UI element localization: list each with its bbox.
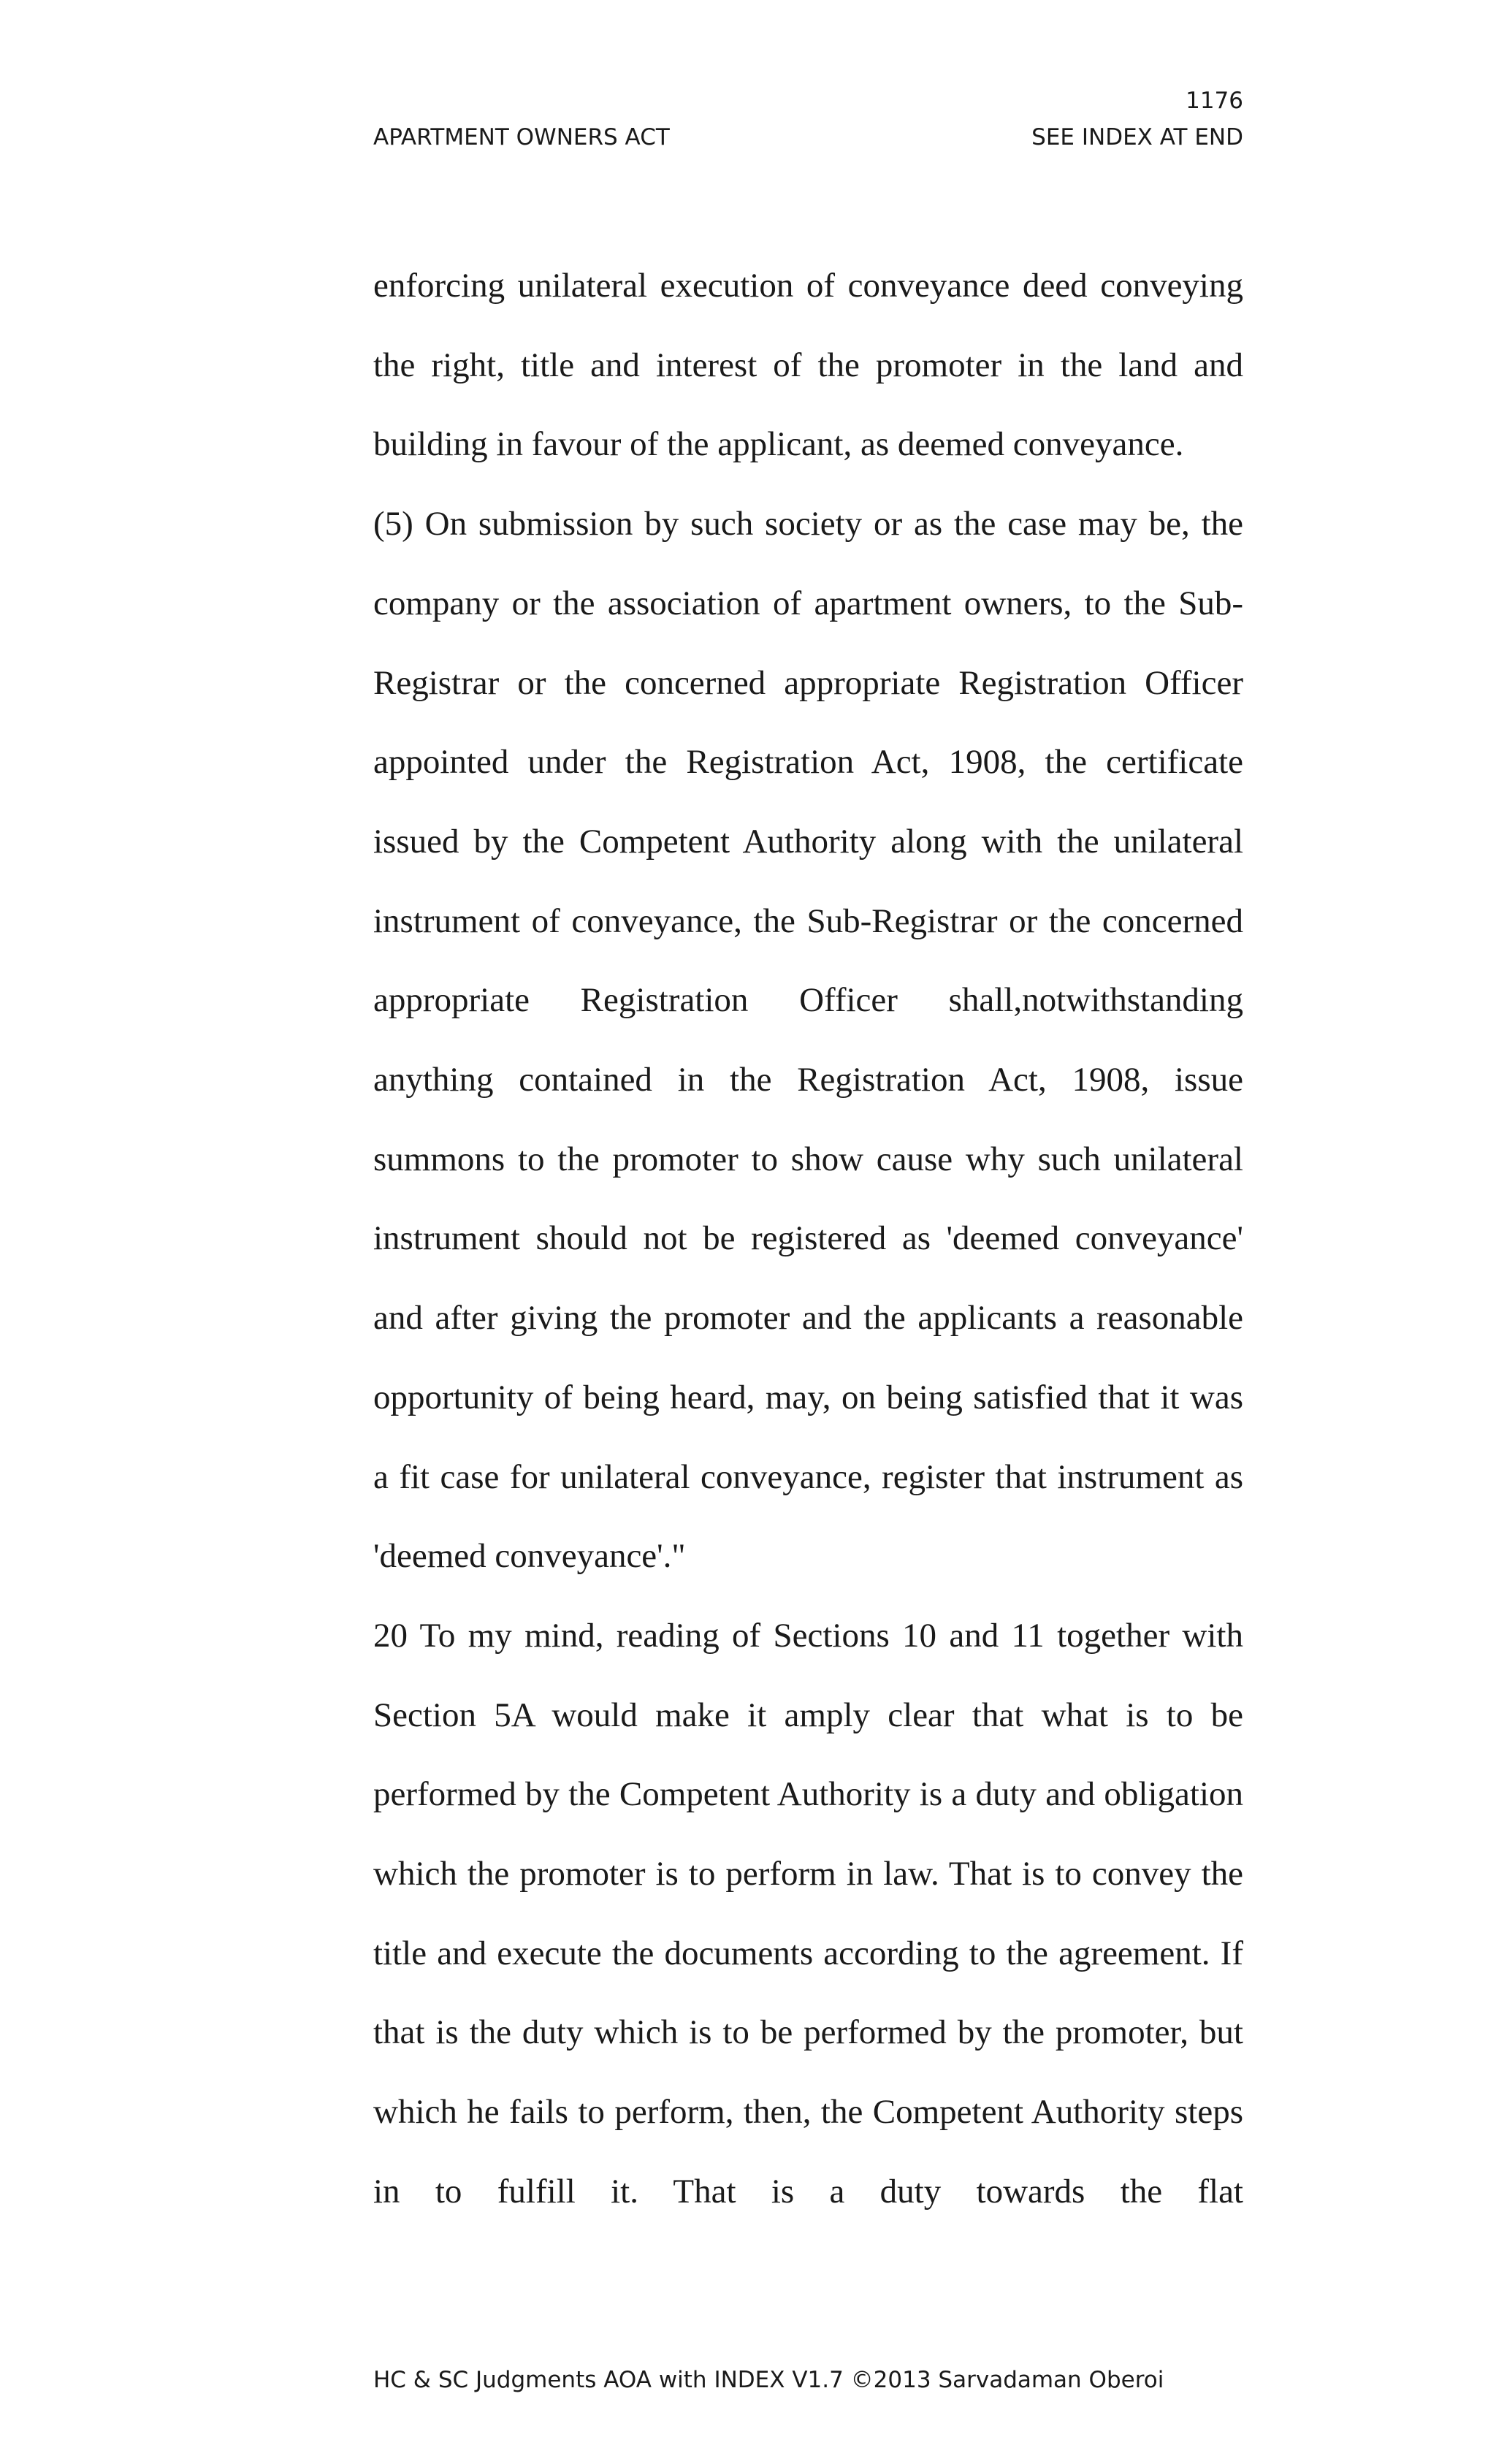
- running-header: [373, 121, 1243, 153]
- header-left-title: APARTMENT OWNERS ACT: [373, 124, 670, 150]
- header-right-title: SEE INDEX AT END: [1031, 124, 1243, 150]
- document-body: [373, 246, 1243, 2232]
- paragraph-20: 20 To my mind, reading of Sections 10 and 11 together with Section 5A would make it amply clear that what is to be performed by the Competent Authority is a duty and obligation which the promoter is to perform in law. That is to convey the title and execute the documents according to the agreement. If that is the duty which is to be performed by the promoter, but which he fails to perform, then, the Competent Authority steps in to fulfill it. That is a duty towards the flat: [373, 1616, 1243, 2211]
- page-footer: HC & SC Judgments AOA with INDEX V1.7 ©2013 Sarvadaman Oberoi: [373, 2367, 1164, 2393]
- page-number: 1176: [1186, 88, 1243, 114]
- paragraph-continuation: enforcing unilateral execution of conveyance deed conveying the right, title and interest of the promoter in the land and building in favour of the applicant, as deemed conveyance.: [373, 267, 1243, 464]
- paragraph-subsection-5: (5) On submission by such society or as the case may be, the company or the association of apartment owners, to the Sub-Registrar or the concerned appropriate Registration Officer appointed under the Registration Act, 1908, the certificate issued by the Competent Authority along with the unilateral instrument of conveyance, the Sub-Registrar or the concerned appropriate Registration Officer shall,notwithstanding anything contained in the Registration Act, 1908, issue summons to the promoter to show cause why such unilateral instrument should not be registered as 'deemed conveyance' and after giving the promoter and the applicants a reasonable opportunity of being heard, may, on being satisfied that it was a fit case for unilateral conveyance, register that instrument as 'deemed conveyance'.": [373, 505, 1243, 1576]
